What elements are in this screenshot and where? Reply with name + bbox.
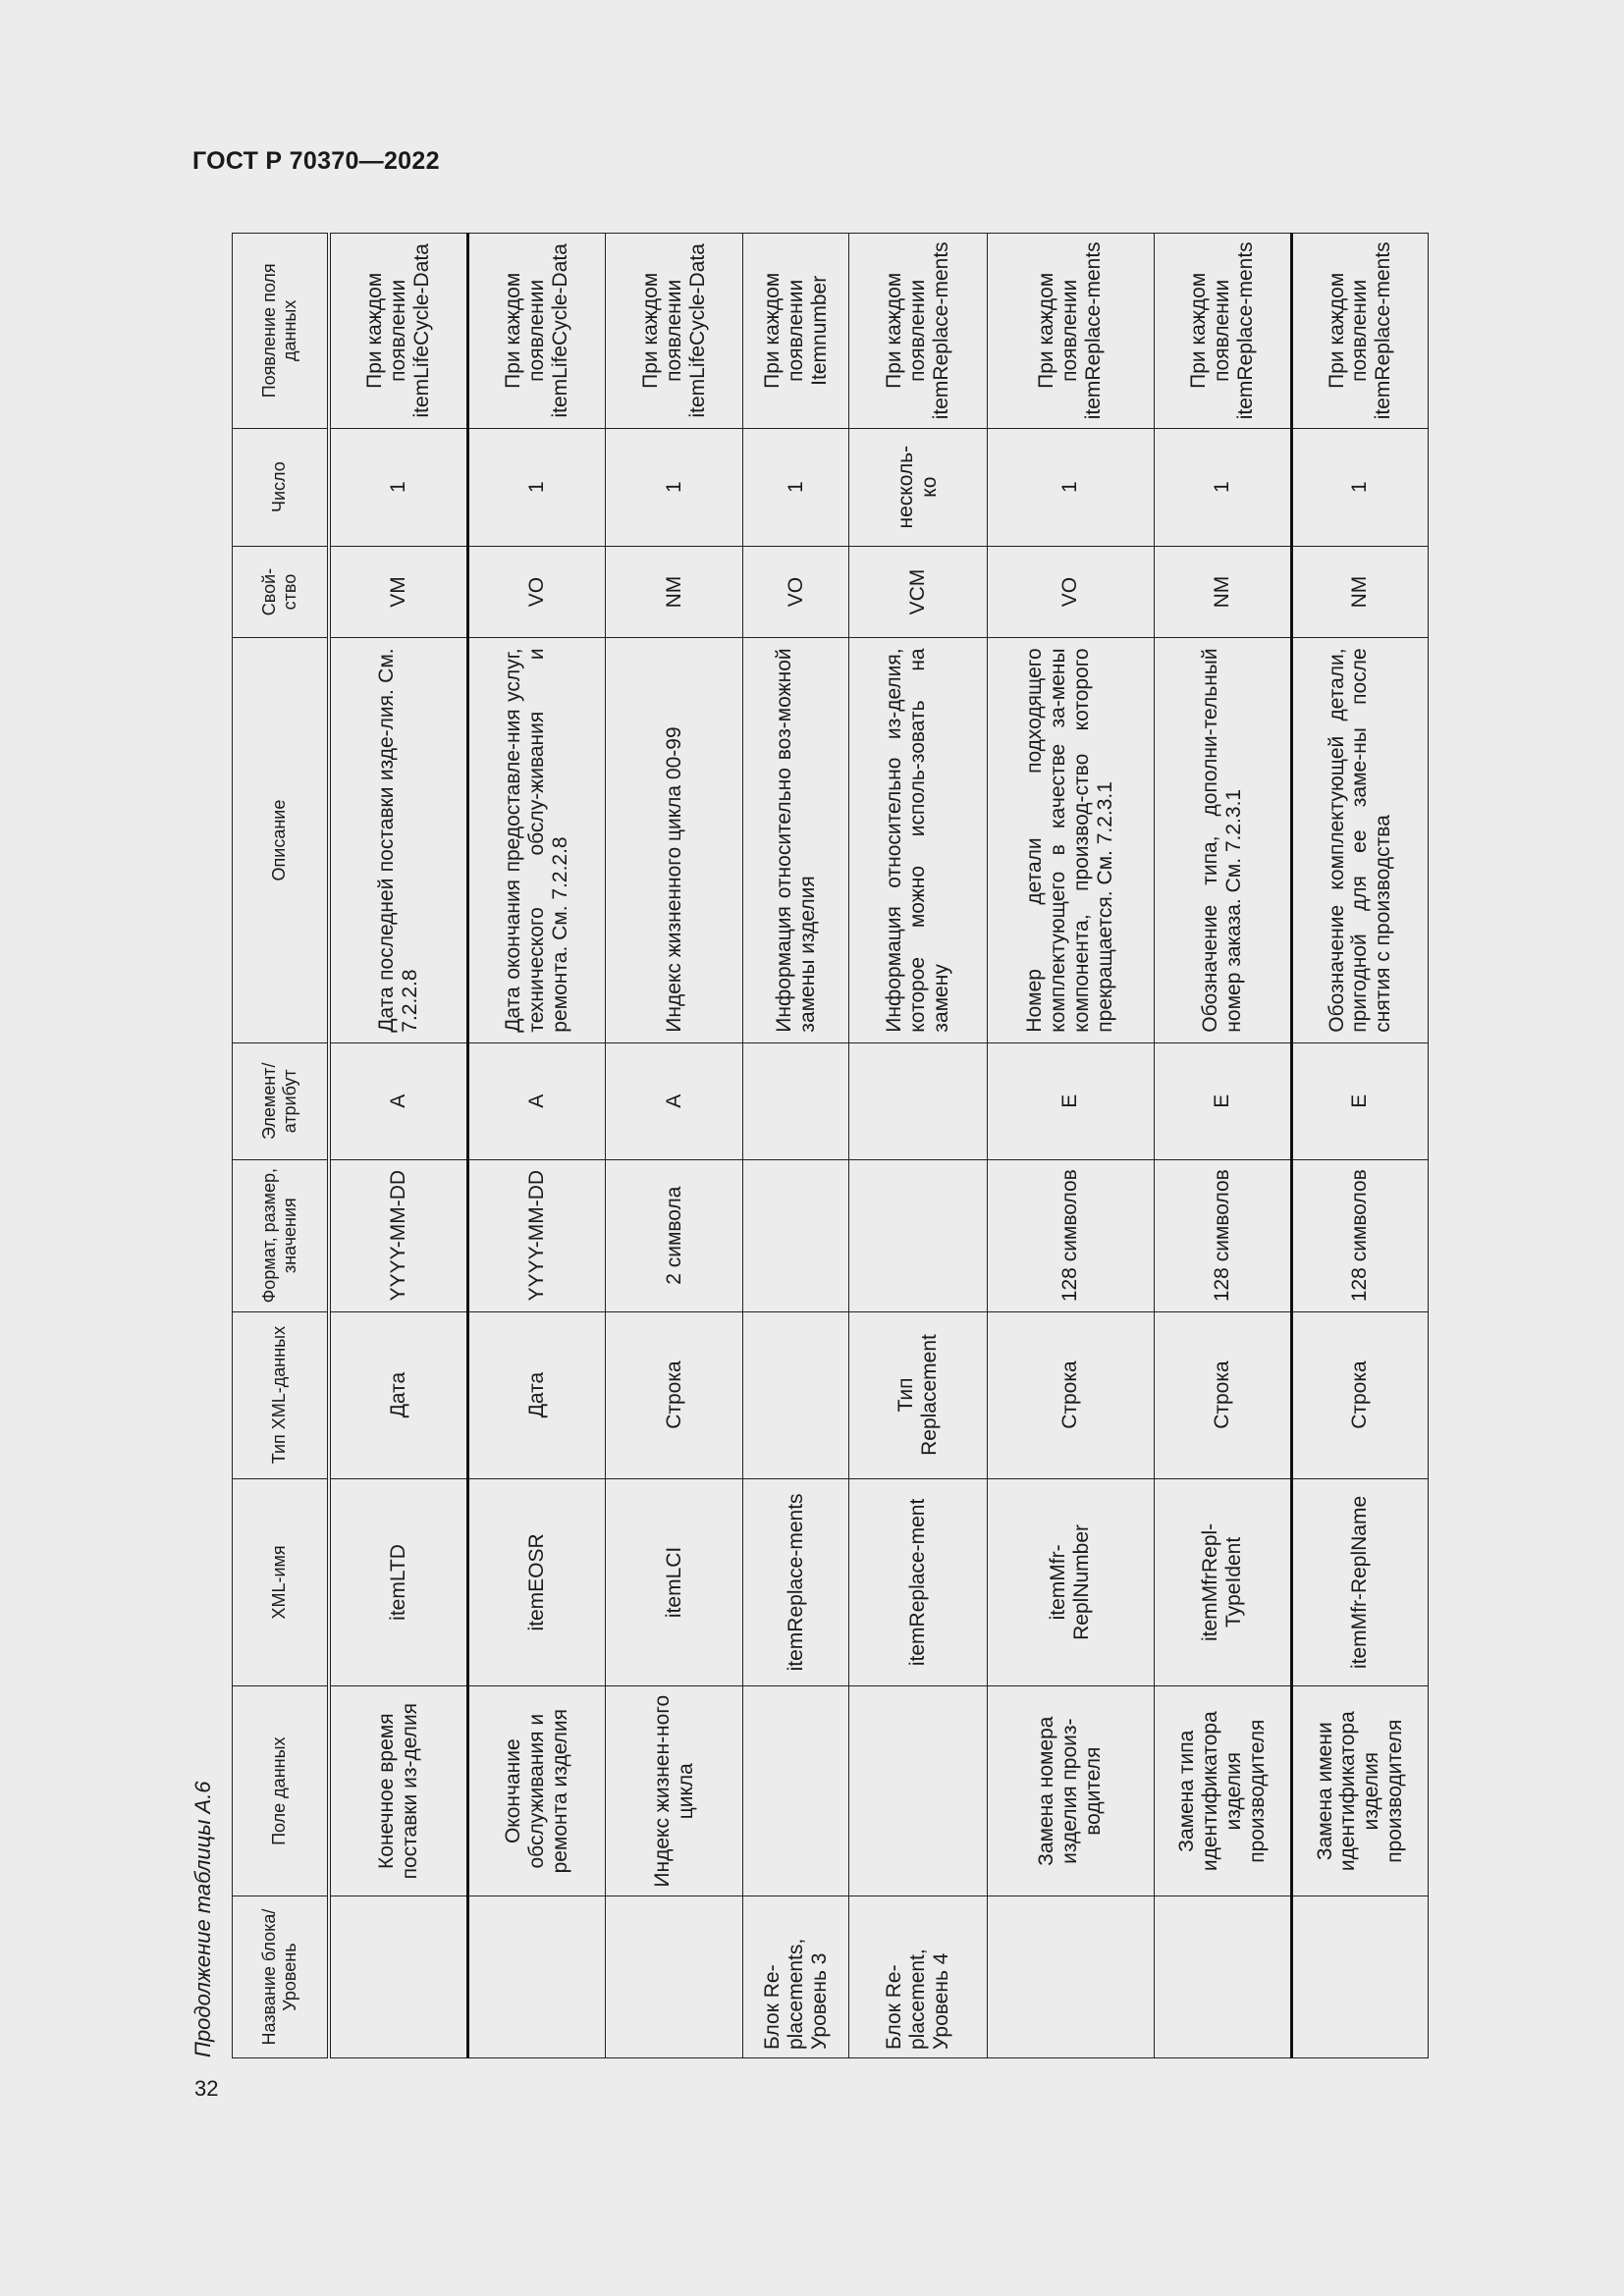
cell-description: Номер детали подходящего комплектующего в качестве за-мены компонента, производ-ство которого прекращается. См. 7.2.3.1 bbox=[987, 638, 1154, 1042]
cell-xml-name: itemLTD bbox=[329, 1478, 468, 1686]
cell-xml-name: itemLCI bbox=[606, 1478, 743, 1686]
cell-format bbox=[743, 1159, 849, 1311]
cell-occurrence: При каждом появлении itemLifeCycle-Data bbox=[468, 234, 606, 429]
document-header: ГОСТ Р 70370—2022 bbox=[192, 147, 440, 175]
cell-occurrence: При каждом появлении itemReplace-ments bbox=[1154, 234, 1291, 429]
cell-block bbox=[606, 1896, 743, 2058]
cell-element: A bbox=[329, 1042, 468, 1159]
col-header-xml-name: XML-имя bbox=[233, 1478, 329, 1686]
col-header-occurrence: Появление поля данных bbox=[233, 234, 329, 429]
cell-format: YYYY-MM-DD bbox=[329, 1159, 468, 1311]
cell-description: Информация относительно из-делия, которое можно исполь-зовать на замену bbox=[849, 638, 987, 1042]
cell-block: Блок Re-placements, Уровень 3 bbox=[743, 1896, 849, 2058]
cell-number: 1 bbox=[606, 428, 743, 546]
cell-element: E bbox=[1154, 1042, 1291, 1159]
cell-property: NM bbox=[1291, 546, 1428, 638]
cell-block bbox=[1154, 1896, 1291, 2058]
page-number: 32 bbox=[194, 2076, 219, 2101]
cell-element: A bbox=[468, 1042, 606, 1159]
cell-occurrence: При каждом появлении itemReplace-ments bbox=[1291, 234, 1428, 429]
cell-occurrence: При каждом появлении itemLifeCycle-Data bbox=[606, 234, 743, 429]
table-row bbox=[1154, 234, 1291, 2058]
cell-xml-type bbox=[743, 1311, 849, 1478]
data-table bbox=[232, 233, 1429, 2058]
cell-element: A bbox=[606, 1042, 743, 1159]
cell-occurrence: При каждом появлении itemReplace-ments bbox=[849, 234, 987, 429]
cell-property: VM bbox=[329, 546, 468, 638]
cell-property: VO bbox=[743, 546, 849, 638]
cell-field: Замена типа идентификатора изделия производителя bbox=[1154, 1686, 1291, 1896]
cell-xml-type: Строка bbox=[1291, 1311, 1428, 1478]
col-header-xml-type: Тип XML-данных bbox=[233, 1311, 329, 1478]
cell-xml-type: Тип Replacement bbox=[849, 1311, 987, 1478]
cell-block bbox=[1291, 1896, 1428, 2058]
cell-xml-name: itemMfrRepl-TypeIdent bbox=[1154, 1478, 1291, 1686]
table-row bbox=[987, 234, 1154, 2058]
cell-xml-type: Строка bbox=[606, 1311, 743, 1478]
col-header-format: Формат, размер, значения bbox=[233, 1159, 329, 1311]
cell-number: 1 bbox=[329, 428, 468, 546]
cell-format: 128 символов bbox=[1154, 1159, 1291, 1311]
cell-description: Индекс жизненного цикла 00-99 bbox=[606, 638, 743, 1042]
cell-element: E bbox=[1291, 1042, 1428, 1159]
cell-property: VO bbox=[987, 546, 1154, 638]
col-header-field: Поле данных bbox=[233, 1686, 329, 1896]
cell-number: 1 bbox=[1154, 428, 1291, 546]
table-row bbox=[468, 234, 606, 2058]
cell-xml-type: Дата bbox=[329, 1311, 468, 1478]
cell-xml-name: itemMfr-ReplName bbox=[1291, 1478, 1428, 1686]
cell-element: E bbox=[987, 1042, 1154, 1159]
table-row bbox=[743, 234, 849, 2058]
cell-block bbox=[987, 1896, 1154, 2058]
table-row bbox=[329, 234, 468, 2058]
table-body bbox=[329, 234, 1429, 2058]
cell-format: 2 символа bbox=[606, 1159, 743, 1311]
cell-xml-type: Дата bbox=[468, 1311, 606, 1478]
cell-xml-name: itemEOSR bbox=[468, 1478, 606, 1686]
cell-element bbox=[849, 1042, 987, 1159]
cell-description: Дата окончания предоставле-ния услуг, технического обслу-живания и ремонта. См. 7.2.2.8 bbox=[468, 638, 606, 1042]
cell-xml-type: Строка bbox=[987, 1311, 1154, 1478]
cell-format: 128 символов bbox=[987, 1159, 1154, 1311]
cell-property: VCM bbox=[849, 546, 987, 638]
table-header-row bbox=[233, 234, 329, 2058]
col-header-element: Элемент/ атрибут bbox=[233, 1042, 329, 1159]
cell-field: Окончание обслуживания и ремонта изделия bbox=[468, 1686, 606, 1896]
cell-xml-type: Строка bbox=[1154, 1311, 1291, 1478]
cell-number: 1 bbox=[468, 428, 606, 546]
cell-field bbox=[849, 1686, 987, 1896]
cell-block bbox=[329, 1896, 468, 2058]
cell-occurrence: При каждом появлении itemReplace-ments bbox=[987, 234, 1154, 429]
rotated-table-container bbox=[232, 233, 1429, 2058]
cell-occurrence: При каждом появлении Itemnumber bbox=[743, 234, 849, 429]
cell-description: Дата последней поставки изде-лия. См. 7.2.2.8 bbox=[329, 638, 468, 1042]
table-row bbox=[1291, 234, 1428, 2058]
cell-property: NM bbox=[1154, 546, 1291, 638]
cell-field bbox=[743, 1686, 849, 1896]
table-row bbox=[849, 234, 987, 2058]
cell-property: VO bbox=[468, 546, 606, 638]
cell-format bbox=[849, 1159, 987, 1311]
cell-block bbox=[468, 1896, 606, 2058]
cell-xml-name: itemReplace-ment bbox=[849, 1478, 987, 1686]
cell-xml-name: itemReplace-ments bbox=[743, 1478, 849, 1686]
cell-field: Конечное время поставки из-делия bbox=[329, 1686, 468, 1896]
cell-description: Обозначение комплектующей детали, пригодной для ее заме-ны после снятия с производства bbox=[1291, 638, 1428, 1042]
cell-element bbox=[743, 1042, 849, 1159]
cell-xml-name: itemMfr-ReplNumber bbox=[987, 1478, 1154, 1686]
col-header-property: Свой-ство bbox=[233, 546, 329, 638]
cell-field: Замена имени идентификатора изделия производителя bbox=[1291, 1686, 1428, 1896]
col-header-block: Название блока/ Уровень bbox=[233, 1896, 329, 2058]
cell-description: Обозначение типа, дополни-тельный номер заказа. См. 7.2.3.1 bbox=[1154, 638, 1291, 1042]
col-header-number: Число bbox=[233, 428, 329, 546]
cell-property: NM bbox=[606, 546, 743, 638]
table-row bbox=[606, 234, 743, 2058]
col-header-description: Описание bbox=[233, 638, 329, 1042]
cell-format: YYYY-MM-DD bbox=[468, 1159, 606, 1311]
cell-number: 1 bbox=[987, 428, 1154, 546]
cell-number: 1 bbox=[1291, 428, 1428, 546]
cell-field: Замена номера изделия произ-водителя bbox=[987, 1686, 1154, 1896]
cell-number: несколь-ко bbox=[849, 428, 987, 546]
cell-description: Информация относительно воз-можной замены изделия bbox=[743, 638, 849, 1042]
cell-occurrence: При каждом появлении itemLifeCycle-Data bbox=[329, 234, 468, 429]
cell-block: Блок Re-placement, Уровень 4 bbox=[849, 1896, 987, 2058]
cell-number: 1 bbox=[743, 428, 849, 546]
cell-format: 128 символов bbox=[1291, 1159, 1428, 1311]
cell-field: Индекс жизнен-ного цикла bbox=[606, 1686, 743, 1896]
table-caption: Продолжение таблицы А.6 bbox=[190, 1781, 215, 2057]
